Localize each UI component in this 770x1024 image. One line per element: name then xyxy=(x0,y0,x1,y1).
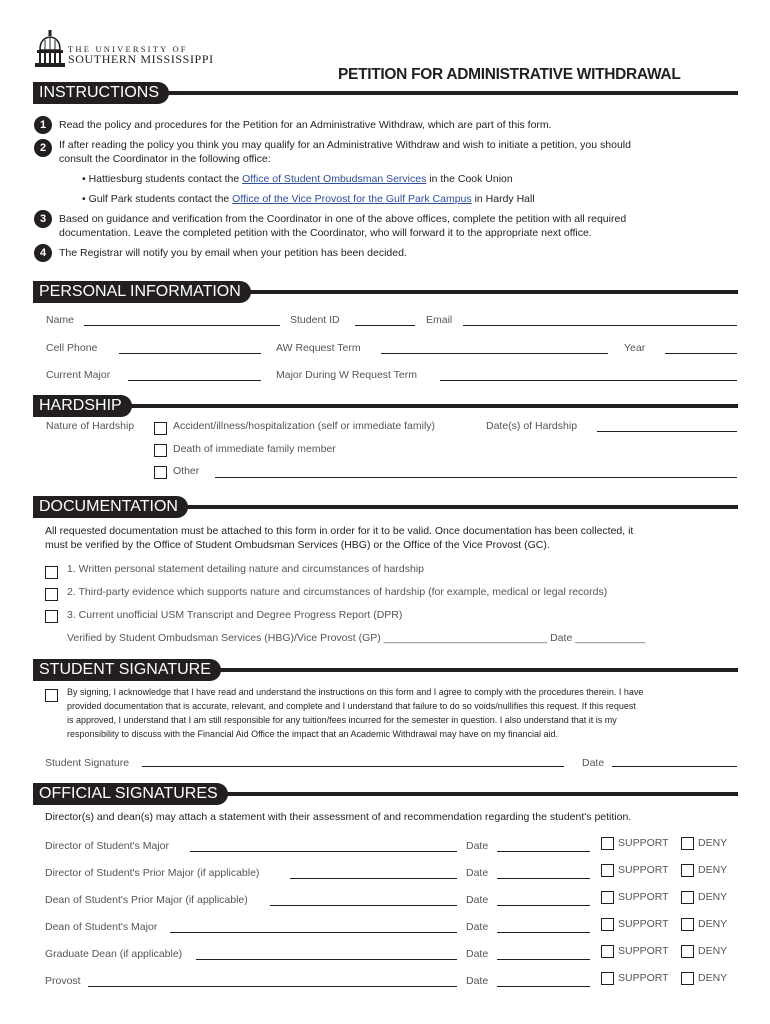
deny-label: DENY xyxy=(698,864,728,876)
step-4-text: The Registrar will notify you by email when your petition has been decided. xyxy=(59,247,407,259)
official-date-label: Date xyxy=(466,975,489,987)
dome-icon xyxy=(34,30,66,70)
ack-line1: By signing, I acknowledge that I have read and understand the instructions on this form and I agree to comply with the procedures therein. I have xyxy=(67,687,644,697)
student-signature-section-header xyxy=(33,659,738,681)
official-heading: OFFICIAL SIGNATURES xyxy=(33,783,228,805)
step-3-number: 3 xyxy=(34,210,52,228)
major-during-label: Major During W Request Term xyxy=(276,369,418,381)
bullet1-post: in the Cook Union xyxy=(426,173,513,185)
bullet-hattiesburg xyxy=(82,172,513,186)
official-role-label: Provost xyxy=(45,975,81,987)
deny-label: DENY xyxy=(698,945,728,957)
support-checkbox[interactable] xyxy=(601,864,614,877)
bullet-gulf-park xyxy=(82,192,535,206)
acknowledge-checkbox[interactable] xyxy=(45,689,58,702)
official-date-field[interactable] xyxy=(497,959,590,960)
death-option-label: Death of immediate family member xyxy=(173,443,336,455)
name-field[interactable] xyxy=(84,325,280,326)
step-3-text-line2: documentation. Leave the completed petition with the Coordinator, who will forward it to the appropriate next office. xyxy=(59,227,592,239)
deny-label: DENY xyxy=(698,918,728,930)
official-date-field[interactable] xyxy=(497,905,590,906)
year-field[interactable] xyxy=(665,353,737,354)
usm-logo xyxy=(34,30,244,70)
official-role-label: Director of Student's Prior Major (if applicable) xyxy=(45,867,260,879)
deny-label: DENY xyxy=(698,837,728,849)
accident-checkbox[interactable] xyxy=(154,422,167,435)
support-label: SUPPORT xyxy=(618,918,669,930)
student-date-field[interactable] xyxy=(612,766,737,767)
university-line2: SOUTHERN MISSISSIPPI xyxy=(68,52,214,66)
personal-heading: PERSONAL INFORMATION xyxy=(33,281,251,303)
current-major-field[interactable] xyxy=(128,380,261,381)
official-signature-field[interactable] xyxy=(88,986,457,987)
other-field[interactable] xyxy=(215,477,737,478)
support-label: SUPPORT xyxy=(618,837,669,849)
personal-section-header xyxy=(33,281,738,303)
doc-item1-checkbox[interactable] xyxy=(45,566,58,579)
official-signatures-section-header xyxy=(33,783,738,805)
ack-line4: responsibility to discuss with the Financial Aid Office the impact that an Academic Withdrawal may have on my financial aid. xyxy=(67,729,559,739)
hardship-heading: HARDSHIP xyxy=(33,395,132,417)
support-checkbox[interactable] xyxy=(601,945,614,958)
official-role-label: Dean of Student's Prior Major (if applicable) xyxy=(45,894,248,906)
official-role-label: Dean of Student's Major xyxy=(45,921,158,933)
doc-item1-label: 1. Written personal statement detailing nature and circumstances of hardship xyxy=(67,563,424,575)
death-checkbox[interactable] xyxy=(154,444,167,457)
documentation-heading: DOCUMENTATION xyxy=(33,496,188,518)
ombudsman-link[interactable]: Office of Student Ombudsman Services xyxy=(242,173,427,185)
official-date-label: Date xyxy=(466,840,489,852)
documentation-section-header xyxy=(33,496,738,518)
documentation-intro-line2: must be verified by the Office of Student Ombudsman Services (HBG) or the Office of the Vice Provost (GC). xyxy=(45,539,550,551)
university-line1: THE UNIVERSITY OF xyxy=(68,44,188,54)
step-4-number: 4 xyxy=(34,244,52,262)
dates-of-hardship-field[interactable] xyxy=(597,431,737,432)
support-label: SUPPORT xyxy=(618,972,669,984)
ack-line3: is approved, I understand that I am still responsible for any tuition/fees incurred for the semester in question. I also understand that it is my xyxy=(67,715,617,725)
bullet1-pre: • Hattiesburg students contact the xyxy=(82,173,243,185)
deny-checkbox[interactable] xyxy=(681,972,694,985)
support-label: SUPPORT xyxy=(618,891,669,903)
student-date-label: Date xyxy=(582,757,605,769)
doc-item2-label: 2. Third-party evidence which supports nature and circumstances of hardship (for example, medical or legal records) xyxy=(67,586,608,598)
documentation-intro-line1: All requested documentation must be attached to this form in order for it to be valid. Once documentation has been collected, it xyxy=(45,525,634,537)
official-signature-field[interactable] xyxy=(290,878,457,879)
support-label: SUPPORT xyxy=(618,864,669,876)
official-date-label: Date xyxy=(466,867,489,879)
step-2-text-line2: consult the Coordinator in the following office: xyxy=(59,153,271,165)
ack-line2: provided documentation that is accurate, relevant, and complete and I understand that failure to do so voids/nullifies this request. If this request xyxy=(67,701,636,711)
doc-item3-label: 3. Current unofficial USM Transcript and Degree Progress Report (DPR) xyxy=(67,609,403,621)
official-signature-field[interactable] xyxy=(190,851,457,852)
support-checkbox[interactable] xyxy=(601,837,614,850)
instructions-section-header xyxy=(33,82,738,104)
support-checkbox[interactable] xyxy=(601,891,614,904)
deny-label: DENY xyxy=(698,972,728,984)
year-label: Year xyxy=(624,342,646,354)
official-date-field[interactable] xyxy=(497,851,590,852)
student-signature-heading: STUDENT SIGNATURE xyxy=(33,659,221,681)
official-signature-field[interactable] xyxy=(270,905,457,906)
deny-checkbox[interactable] xyxy=(681,837,694,850)
support-checkbox[interactable] xyxy=(601,918,614,931)
current-major-label: Current Major xyxy=(46,369,111,381)
official-date-field[interactable] xyxy=(497,986,590,987)
aw-request-term-label: AW Request Term xyxy=(276,342,361,354)
official-signature-field[interactable] xyxy=(196,959,457,960)
bullet2-pre: • Gulf Park students contact the xyxy=(82,193,233,205)
official-role-label: Graduate Dean (if applicable) xyxy=(45,948,183,960)
student-id-field[interactable] xyxy=(355,325,415,326)
deny-checkbox[interactable] xyxy=(681,918,694,931)
official-signature-field[interactable] xyxy=(170,932,457,933)
email-field[interactable] xyxy=(463,325,737,326)
step-1-number: 1 xyxy=(34,116,52,134)
instructions-heading: INSTRUCTIONS xyxy=(33,82,169,104)
major-during-field[interactable] xyxy=(440,380,737,381)
support-checkbox[interactable] xyxy=(601,972,614,985)
aw-request-term-field[interactable] xyxy=(381,353,608,354)
deny-label: DENY xyxy=(698,891,728,903)
student-signature-label: Student Signature xyxy=(45,757,130,769)
step-3-text-line1: Based on guidance and verification from the Coordinator in one of the above offices, complete the petition with all required xyxy=(59,213,627,225)
deny-checkbox[interactable] xyxy=(681,864,694,877)
other-checkbox[interactable] xyxy=(154,466,167,479)
official-intro: Director(s) and dean(s) may attach a statement with their assessment of and recommendation regarding the student's petition. xyxy=(45,811,632,823)
step-2-number: 2 xyxy=(34,139,52,157)
other-option-label: Other xyxy=(173,465,200,477)
name-label: Name xyxy=(46,314,75,326)
vice-provost-link[interactable]: Office of the Vice Provost for the Gulf Park Campus xyxy=(232,193,472,205)
form-title: PETITION FOR ADMINISTRATIVE WITHDRAWAL xyxy=(338,66,681,83)
doc-item3-checkbox[interactable] xyxy=(45,610,58,623)
deny-checkbox[interactable] xyxy=(681,891,694,904)
bullet2-post: in Hardy Hall xyxy=(471,193,535,205)
official-date-field[interactable] xyxy=(497,932,590,933)
cell-phone-label: Cell Phone xyxy=(46,342,98,354)
official-date-label: Date xyxy=(466,894,489,906)
official-date-field[interactable] xyxy=(497,878,590,879)
support-label: SUPPORT xyxy=(618,945,669,957)
step-1-text: Read the policy and procedures for the Petition for an Administrative Withdraw, which are part of this form. xyxy=(59,119,552,131)
accident-option-label: Accident/illness/hospitalization (self or immediate family) xyxy=(173,420,436,432)
student-signature-field[interactable] xyxy=(142,766,564,767)
nature-of-hardship-label: Nature of Hardship xyxy=(46,420,135,432)
doc-item2-checkbox[interactable] xyxy=(45,588,58,601)
official-date-label: Date xyxy=(466,948,489,960)
dates-of-hardship-label: Date(s) of Hardship xyxy=(486,420,578,432)
student-id-label: Student ID xyxy=(290,314,340,326)
verified-by-line: Verified by Student Ombudsman Services (HBG)/Vice Provost (GP) ____________________________ Date ____________ xyxy=(67,632,646,644)
official-date-label: Date xyxy=(466,921,489,933)
cell-phone-field[interactable] xyxy=(119,353,261,354)
official-role-label: Director of Student's Major xyxy=(45,840,169,852)
email-label: Email xyxy=(426,314,453,326)
step-2-text-line1: If after reading the policy you think you may qualify for an Administrative Withdraw and wish to initiate a petition, you should xyxy=(59,139,631,151)
deny-checkbox[interactable] xyxy=(681,945,694,958)
hardship-section-header xyxy=(33,395,738,417)
